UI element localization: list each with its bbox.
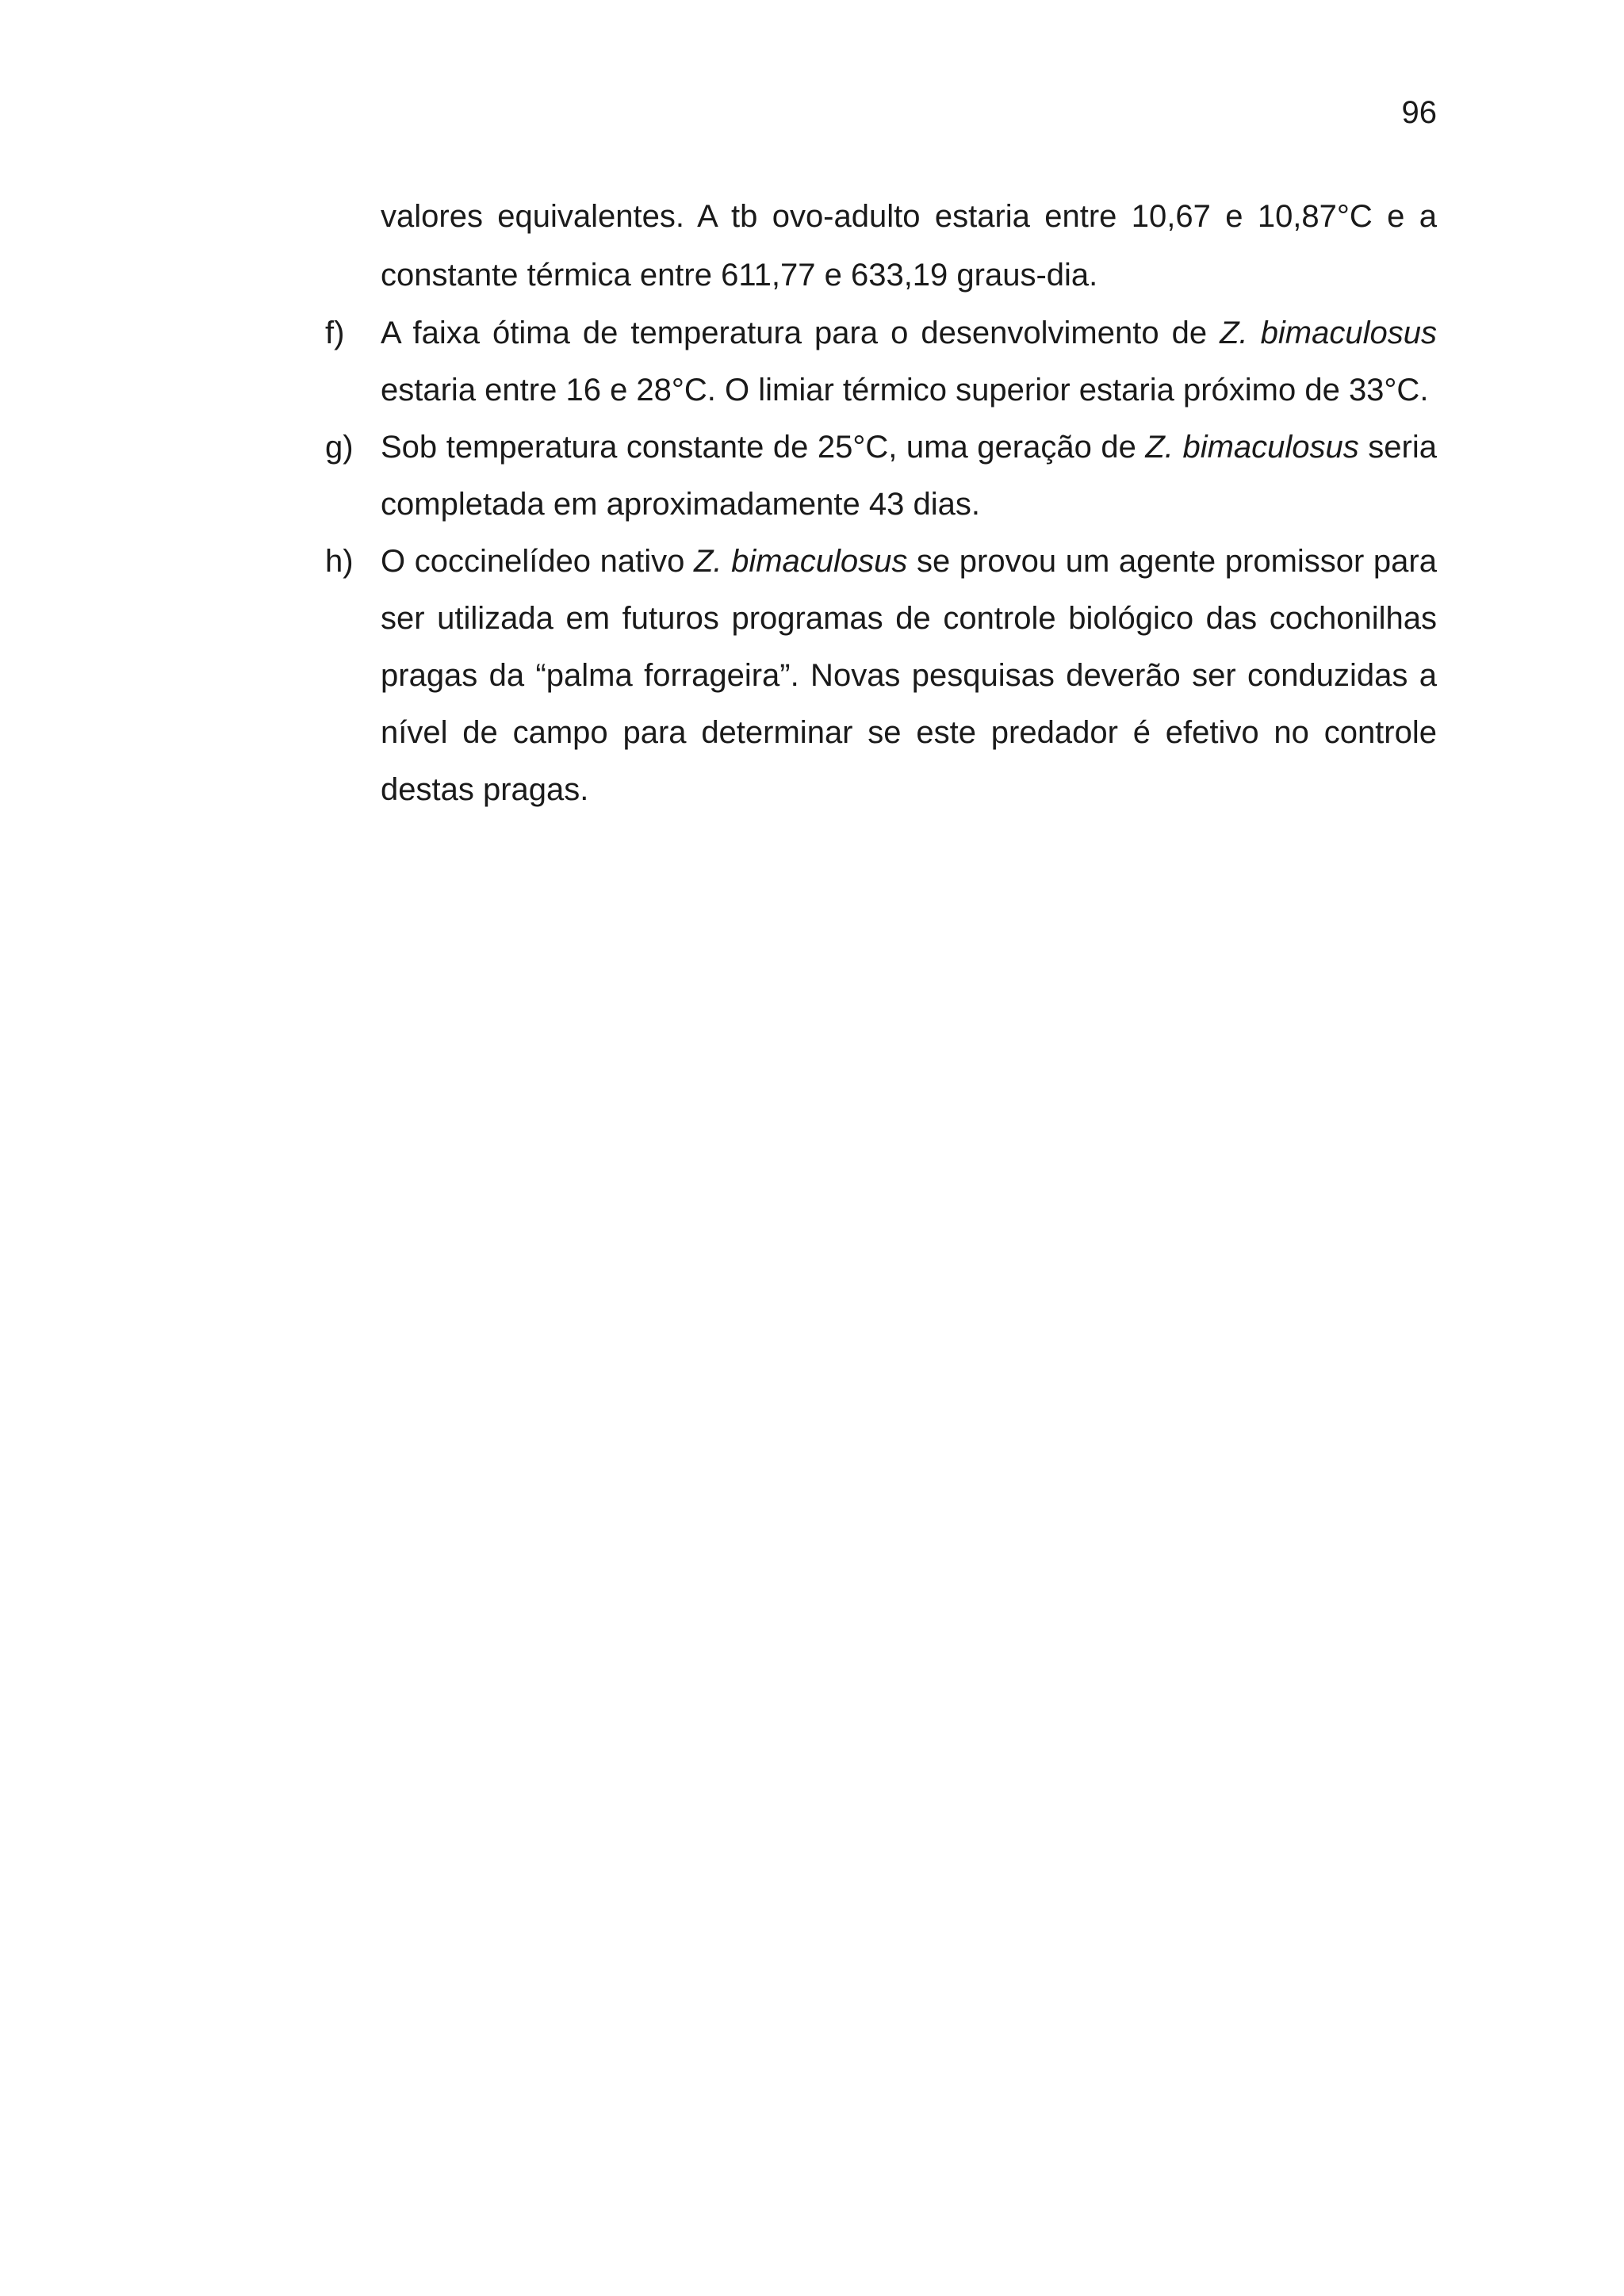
list-item-text: A faixa ótima de temperatura para o desenvolvimento de Z. bimaculosus estaria entre 16 e 28°C. O limiar térmico superior estaria próximo de 33°C. [381, 316, 1438, 408]
species-name: Z. bimaculosus [693, 544, 908, 579]
list-marker: h) [325, 544, 354, 579]
list-marker: g) [325, 430, 354, 465]
species-name: Z. bimaculosus [1220, 316, 1438, 350]
continuation-paragraph: valores equivalentes. A tb ovo-adulto estaria entre 10,67 e 10,87°C e a constante térmica entre 611,77 e 633,19 graus-dia. [381, 199, 1437, 293]
list-item-g [325, 419, 1437, 533]
list-item-f [325, 304, 1437, 419]
list-marker: f) [325, 316, 345, 350]
page-number: 96 [1401, 95, 1437, 130]
list-item-h [325, 533, 1437, 818]
list-item-text: Sob temperatura constante de 25°C, uma geração de Z. bimaculosus seria completada em aproximadamente 43 dias. [381, 430, 1438, 522]
conclusions-list [325, 187, 1437, 818]
species-name: Z. bimaculosus [1145, 430, 1359, 465]
list-item-text: O coccinelídeo nativo Z. bimaculosus se provou um agente promissor para ser utilizada em futuros programas de controle biológico das cochonilhas pragas da “palma forrageira”. Novas pesquisas deverão ser conduzidas a nível de campo para determinar se este predador é efetivo no controle destas pragas. [381, 544, 1437, 807]
